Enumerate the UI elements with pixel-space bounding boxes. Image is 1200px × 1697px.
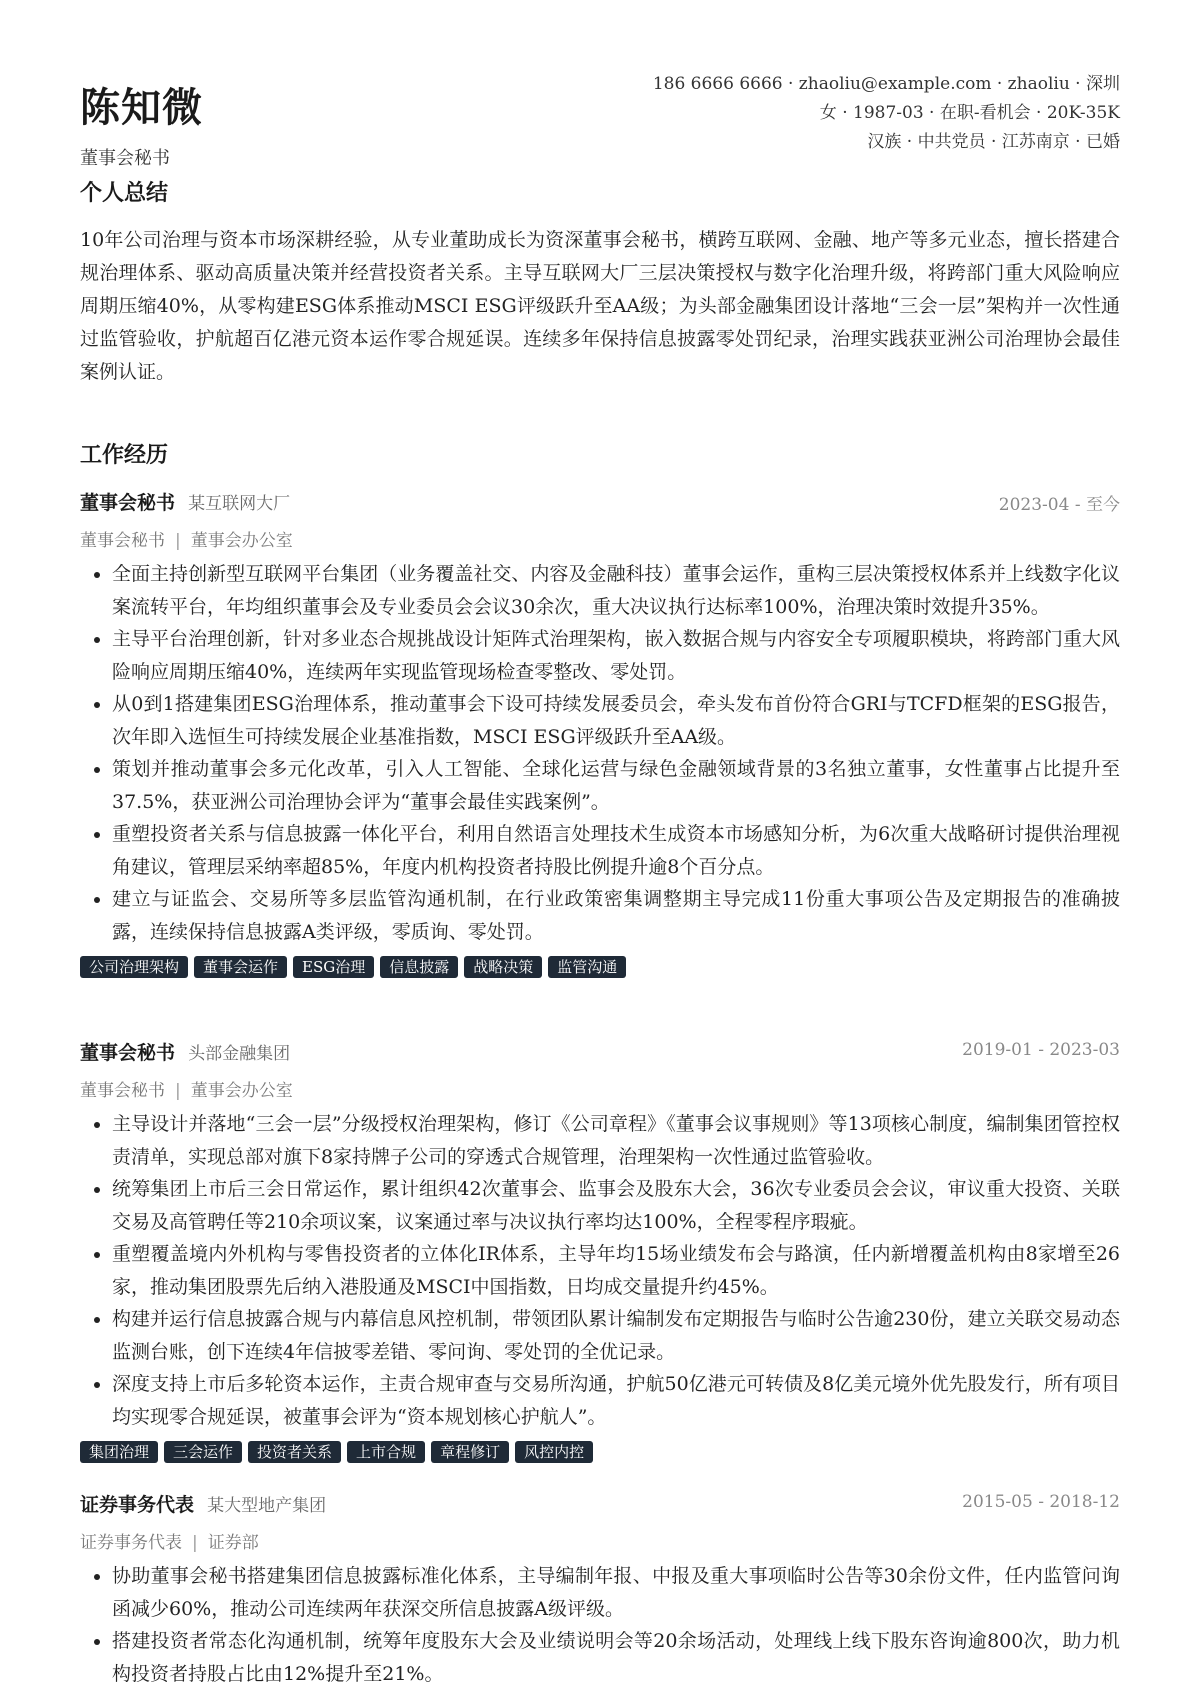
skill-tag: 风控内控 [515, 1441, 593, 1463]
summary-text: 10年公司治理与资本市场深耕经验，从专业董助成长为资深董事会秘书，横跨互联网、金融、地产等多元业态，擅长搭建合规治理体系、驱动高质量决策并经营投资者关系。主导互联网大厂三层决策授权与数字化治理升级，将跨部门重大风险响应周期压缩40%，从零构建ESG体系推动MSCI ESG评级跃升至AA级；为头部金融集团设计落地“三会一层”架构并一次性通过监管验收，护航超百亿港元资本运作零合规延误。连续多年保持信息披露零处罚纪录，治理实践获亚洲公司治理协会最佳案例认证。 [80, 229, 1120, 383]
job-company: 某互联网大厂 [188, 494, 291, 514]
candidate-role: 董事会秘书 [80, 148, 170, 169]
job-department: 董事会办公室 [190, 1081, 293, 1101]
skill-tag: 集团治理 [80, 1441, 158, 1463]
experience-section-title: 工作经历 [80, 442, 169, 468]
job-entry [80, 1038, 1120, 1463]
job-bullet: • 主导设计并落地“三会一层”分级授权治理架构，修订《公司章程》《董事会议事规则》等13项核心制度，编制集团管控权责清单，实现总部对旗下8家持牌子公司的穿透式合规管理，治理架构一次性通过监管验收。 [112, 1108, 1120, 1173]
job-date: 2023-04 - 至今 [998, 495, 1120, 515]
skill-tag: 投资者关系 [248, 1441, 341, 1463]
job-position: 董事会秘书 [80, 1081, 165, 1101]
job-subtitle-separator: | [175, 531, 181, 551]
job-entry [80, 488, 1120, 978]
job-bullet: • 构建并运行信息披露合规与内幕信息风控机制，带领团队累计编制发布定期报告与临时公告逾230份，建立关联交易动态监测台账，创下连续4年信披零差错、零问询、零处罚的全优记录。 [112, 1303, 1120, 1368]
job-subtitle [80, 1528, 1120, 1552]
job-bullet: • 协助董事会秘书搭建集团信息披露标准化体系，主导编制年报、中报及重大事项临时公告等30余份文件，任内监管问询函减少60%，推动公司连续两年获深交所信息披露A级评级。 [112, 1560, 1120, 1625]
job-bullet: • 建立与证监会、交易所等多层监管沟通机制，在行业政策密集调整期主导完成11份重大事项公告及定期报告的准确披露，连续保持信息披露A类评级，零质询、零处罚。 [112, 883, 1120, 948]
job-header [80, 488, 1120, 516]
skill-tag: 上市合规 [347, 1441, 425, 1463]
contact-line-3: 汉族 · 中共党员 · 江苏南京 · 已婚 [867, 132, 1120, 152]
job-bullets [80, 1108, 1120, 1433]
skill-tags [80, 1441, 1120, 1463]
job-subtitle-separator: | [192, 1533, 198, 1553]
candidate-name: 陈知微 [80, 84, 203, 131]
skill-tag: 董事会运作 [194, 956, 287, 978]
skill-tag: 公司治理架构 [80, 956, 188, 978]
skill-tags [80, 956, 1120, 978]
job-bullet: • 重塑覆盖境内外机构与零售投资者的立体化IR体系，主导年均15场业绩发布会与路演，任内新增覆盖机构由8家增至26家，推动集团股票先后纳入港股通及MSCI中国指数，日均成交量提升约45%。 [112, 1238, 1120, 1303]
job-title: 证券事务代表 [80, 1494, 195, 1516]
summary-section-title: 个人总结 [80, 180, 169, 206]
job-bullet: • 重塑投资者关系与信息披露一体化平台，利用自然语言处理技术生成资本市场感知分析，为6次重大战略研讨提供治理视角建议，管理层采纳率超85%，年度内机构投资者持股比例提升逾8个百分点。 [112, 818, 1120, 883]
job-bullet: • 从0到1搭建集团ESG治理体系，推动董事会下设可持续发展委员会，牵头发布首份符合GRI与TCFD框架的ESG报告，次年即入选恒生可持续发展企业基准指数，MSCI ESG评级跃升至AA级。 [112, 688, 1120, 753]
job-title: 董事会秘书 [80, 1042, 176, 1064]
job-subtitle [80, 1076, 1120, 1100]
job-bullet: • 深度支持上市后多轮资本运作，主责合规审查与交易所沟通，护航50亿港元可转债及8亿美元境外优先股发行，所有项目均实现零合规延误，被董事会评为“资本规划核心护航人”。 [112, 1368, 1120, 1433]
job-subtitle-separator: | [175, 1081, 181, 1101]
job-position: 证券事务代表 [80, 1533, 182, 1553]
job-bullet: • 策划并推动董事会多元化改革，引入人工智能、全球化运营与绿色金融领域背景的3名独立董事，女性董事占比提升至37.5%，获亚洲公司治理协会评为“董事会最佳实践案例”。 [112, 753, 1120, 818]
job-title: 董事会秘书 [80, 492, 176, 514]
skill-tag: 章程修订 [431, 1441, 509, 1463]
job-subtitle [80, 526, 1120, 550]
job-department: 董事会办公室 [190, 531, 293, 551]
skill-tag: 监管沟通 [548, 956, 626, 978]
contact-line-1: 186 6666 6666 · zhaoliu@example.com · zhaoliu · 深圳 [652, 74, 1120, 94]
job-bullet: • 全面主持创新型互联网平台集团（业务覆盖社交、内容及金融科技）董事会运作，重构三层决策授权体系并上线数字化议案流转平台，年均组织董事会及专业委员会会议30余次，重大决议执行达标率100%，治理决策时效提升35%。 [112, 558, 1120, 623]
job-date: 2015-05 - 2018-12 [962, 1492, 1120, 1512]
job-header [80, 1490, 1120, 1518]
job-position: 董事会秘书 [80, 531, 165, 551]
job-entry [80, 1490, 1120, 1690]
skill-tag: 信息披露 [380, 956, 458, 978]
job-date: 2019-01 - 2023-03 [962, 1040, 1120, 1060]
job-bullet: • 搭建投资者常态化沟通机制，统筹年度股东大会及业绩说明会等20余场活动，处理线上线下股东咨询逾800次，助力机构投资者持股占比由12%提升至21%。 [112, 1625, 1120, 1690]
job-company: 头部金融集团 [188, 1044, 291, 1064]
contact-info [653, 70, 1120, 157]
job-header [80, 1038, 1120, 1066]
skill-tag: 战略决策 [464, 956, 542, 978]
skill-tag: 三会运作 [164, 1441, 242, 1463]
job-bullet: • 主导平台治理创新，针对多业态合规挑战设计矩阵式治理架构，嵌入数据合规与内容安全专项履职模块，将跨部门重大风险响应周期压缩40%，连续两年实现监管现场检查零整改、零处罚。 [112, 623, 1120, 688]
job-company: 某大型地产集团 [207, 1496, 327, 1516]
skill-tag: ESG治理 [293, 956, 374, 978]
contact-line-2: 女 · 1987-03 · 在职-看机会 · 20K-35K [819, 103, 1120, 123]
job-bullets [80, 1560, 1120, 1690]
job-bullets [80, 558, 1120, 948]
job-department: 证券部 [207, 1533, 259, 1553]
job-bullet: • 统筹集团上市后三会日常运作，累计组织42次董事会、监事会及股东大会，36次专业委员会会议，审议重大投资、关联交易及高管聘任等210余项议案，议案通过率与决议执行率均达100%，全程零程序瑕疵。 [112, 1173, 1120, 1238]
